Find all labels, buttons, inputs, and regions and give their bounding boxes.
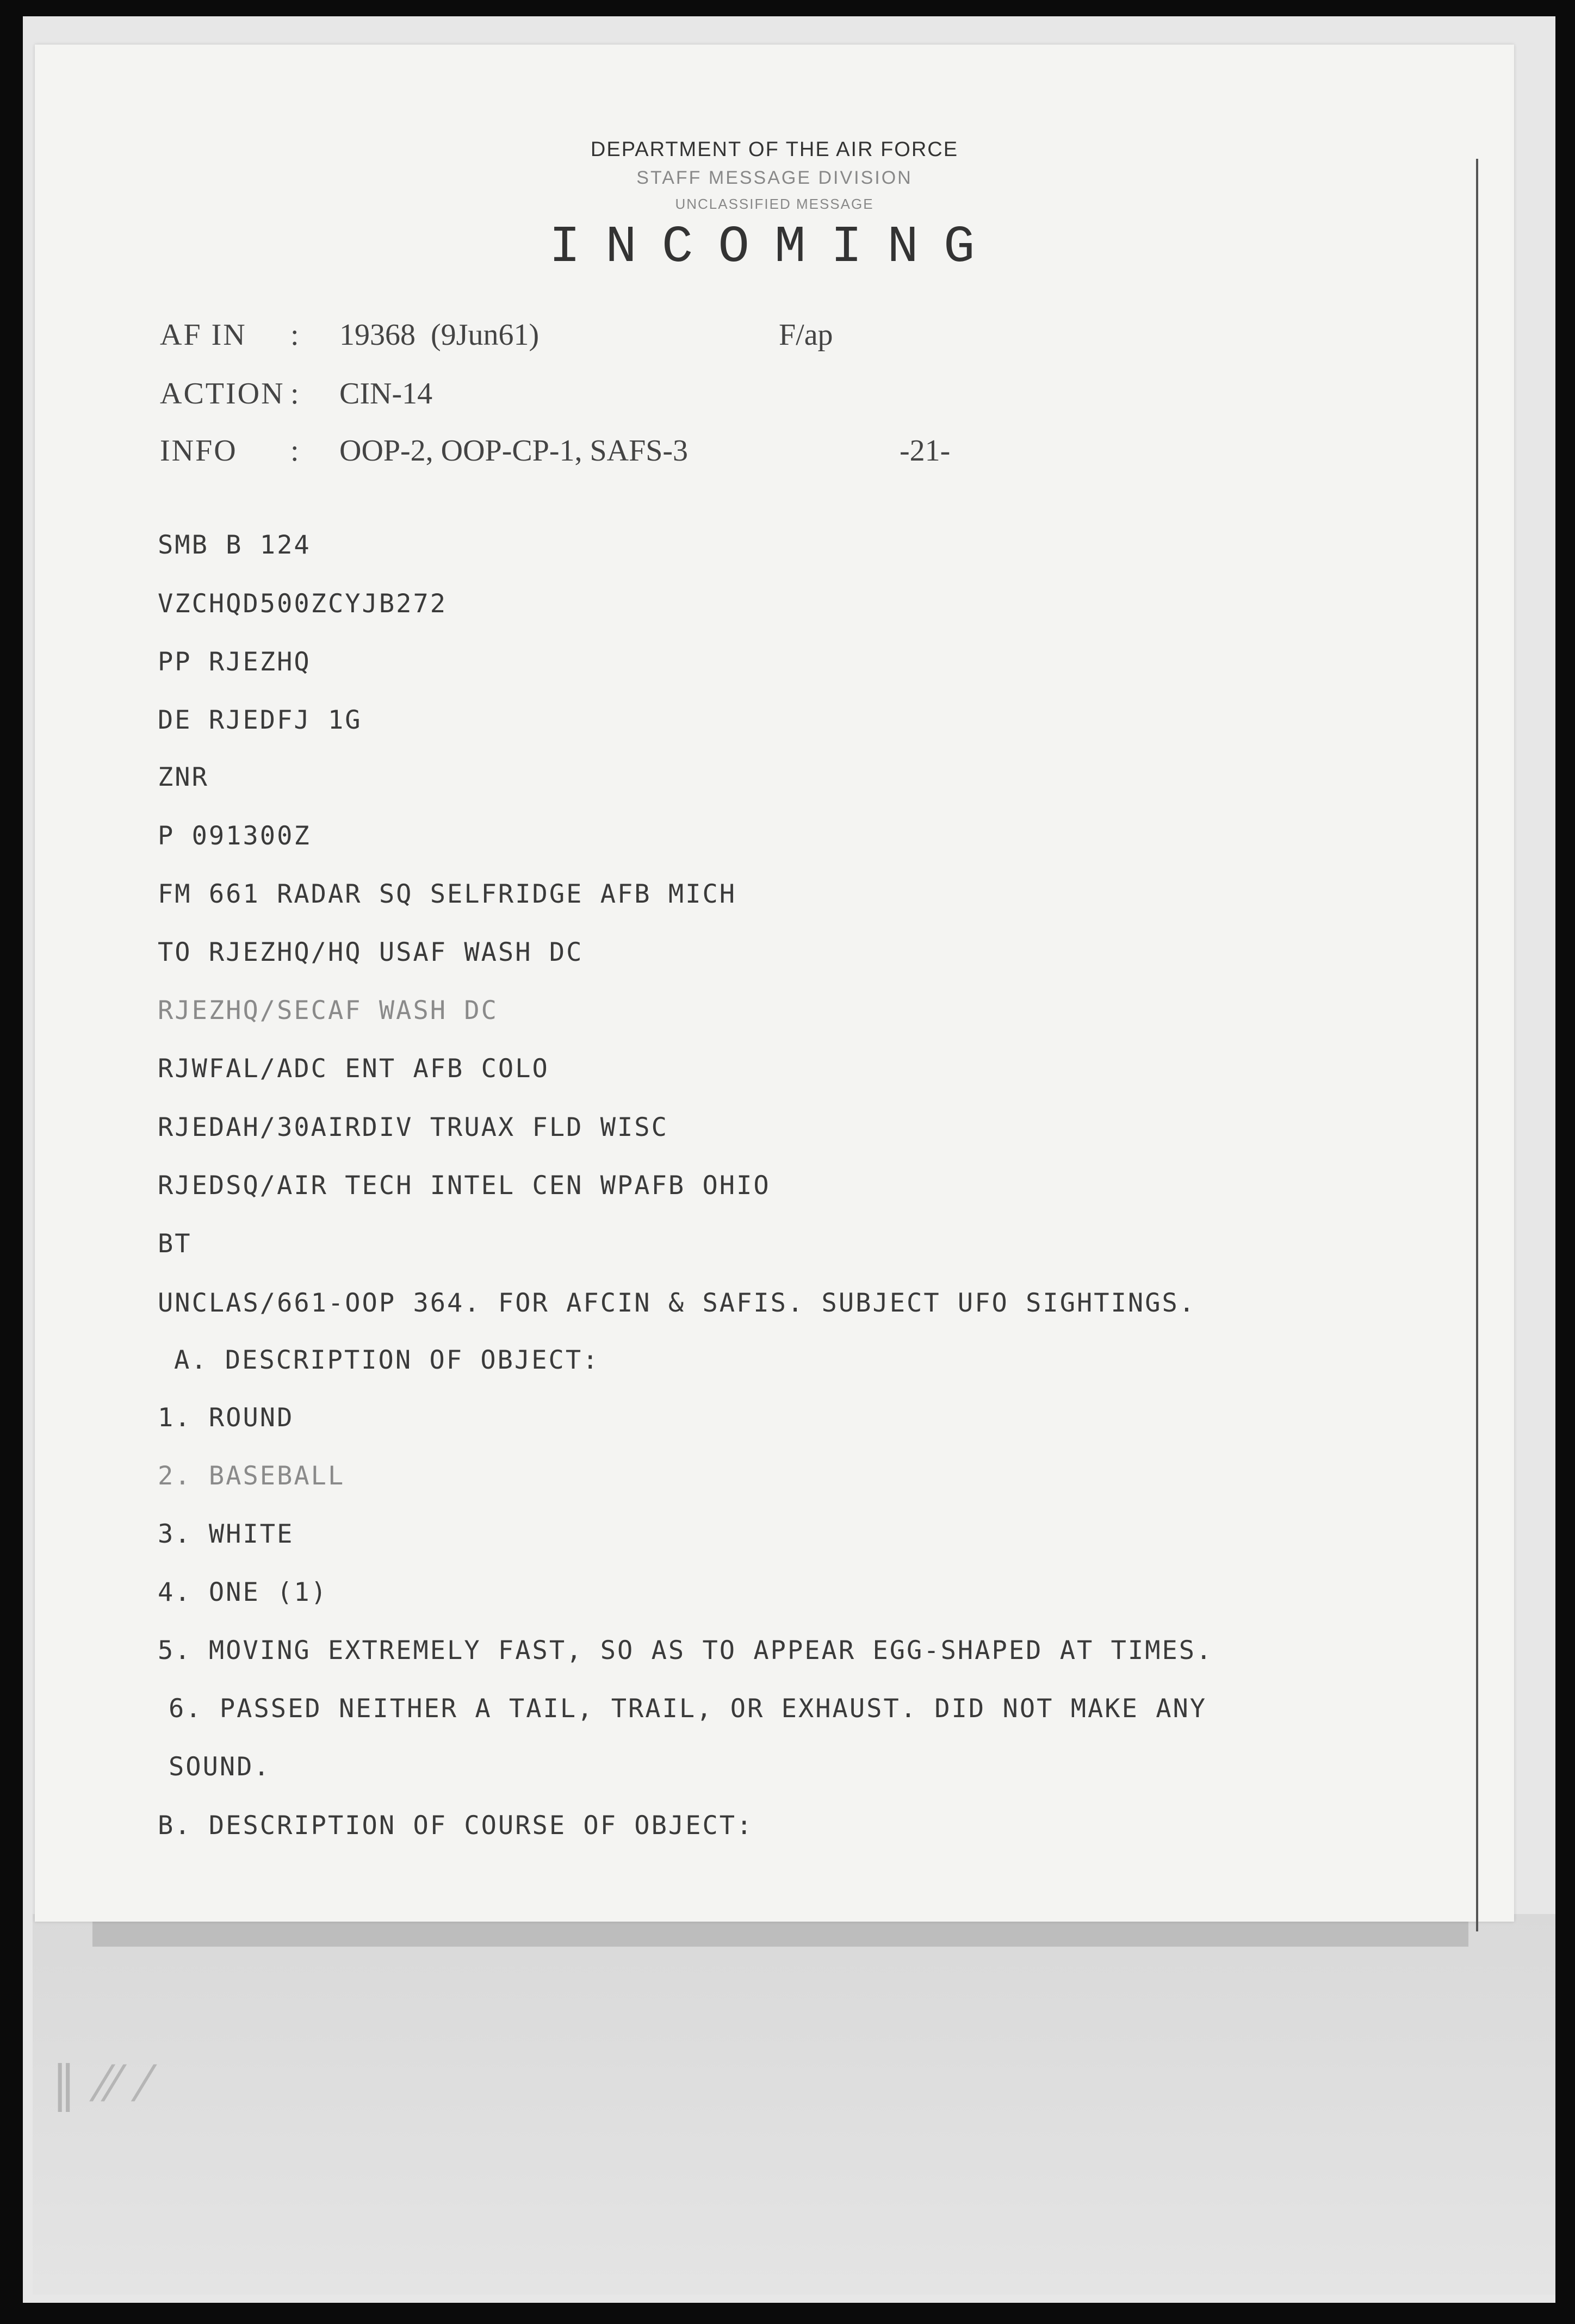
message-line: 5. MOVING EXTREMELY FAST, SO AS TO APPEAR EGG-SHAPED AT TIMES. (158, 1636, 1213, 1666)
message-line: RJEZHQ/SECAF WASH DC (158, 996, 498, 1026)
message-sheet (35, 45, 1514, 1922)
message-line: 2. BASEBALL (158, 1461, 345, 1491)
af-in-code: F/ap (779, 318, 833, 352)
message-line: DE RJEDFJ 1G (158, 705, 362, 735)
message-body (35, 45, 1514, 1922)
message-line: RJWFAL/ADC ENT AFB COLO (158, 1054, 549, 1084)
film-marks: ‖ ⁄⁄ ⁄ (52, 2055, 152, 2112)
af-in-label: AF IN (160, 318, 247, 352)
lower-margin (33, 1914, 1555, 2295)
message-line: 6. PASSED NEITHER A TAIL, TRAIL, OR EXHAUST. DID NOT MAKE ANY (169, 1694, 1207, 1724)
message-line: UNCLAS/661-OOP 364. FOR AFCIN & SAFIS. SUBJECT UFO SIGHTINGS. (158, 1288, 1196, 1318)
info-label: INFO (160, 434, 238, 468)
message-line: A. DESCRIPTION OF OBJECT: (174, 1345, 600, 1375)
message-line: FM 661 RADAR SQ SELFRIDGE AFB MICH (158, 879, 737, 909)
message-line: BT (158, 1229, 192, 1259)
message-line: SOUND. (169, 1752, 271, 1782)
message-line: B. DESCRIPTION OF COURSE OF OBJECT: (158, 1811, 754, 1841)
message-line: PP RJEZHQ (158, 647, 311, 677)
department-heading: DEPARTMENT OF THE AIR FORCE (590, 138, 959, 161)
message-line: 4. ONE (1) (158, 1577, 328, 1607)
info-colon: : (290, 434, 299, 468)
action-colon: : (290, 377, 299, 411)
message-line: VZCHQD500ZCYJB272 (158, 589, 448, 619)
message-line: 1. ROUND (158, 1403, 294, 1433)
message-line: RJEDAH/30AIRDIV TRUAX FLD WISC (158, 1113, 668, 1142)
af-in-colon: : (290, 318, 299, 352)
message-line: SMB B 124 (158, 530, 311, 560)
message-line: TO RJEZHQ/HQ USAF WASH DC (158, 937, 584, 967)
division-heading: STAFF MESSAGE DIVISION (636, 167, 913, 188)
message-line: 3. WHITE (158, 1519, 294, 1549)
af-in-date: (9Jun61) (431, 318, 540, 352)
incoming-title: INCOMING (549, 218, 1000, 277)
action-label: ACTION (160, 377, 285, 411)
info-value: OOP-2, OOP-CP-1, SAFS-3 (339, 434, 689, 468)
action-value: CIN-14 (339, 377, 433, 411)
page-number: -21- (900, 434, 951, 468)
message-line: ZNR (158, 762, 209, 792)
message-line: RJEDSQ/AIR TECH INTEL CEN WPAFB OHIO (158, 1171, 771, 1201)
message-line: P 091300Z (158, 821, 311, 851)
classification-heading: UNCLASSIFIED MESSAGE (675, 196, 874, 212)
af-in-number: 19368 (339, 318, 416, 352)
